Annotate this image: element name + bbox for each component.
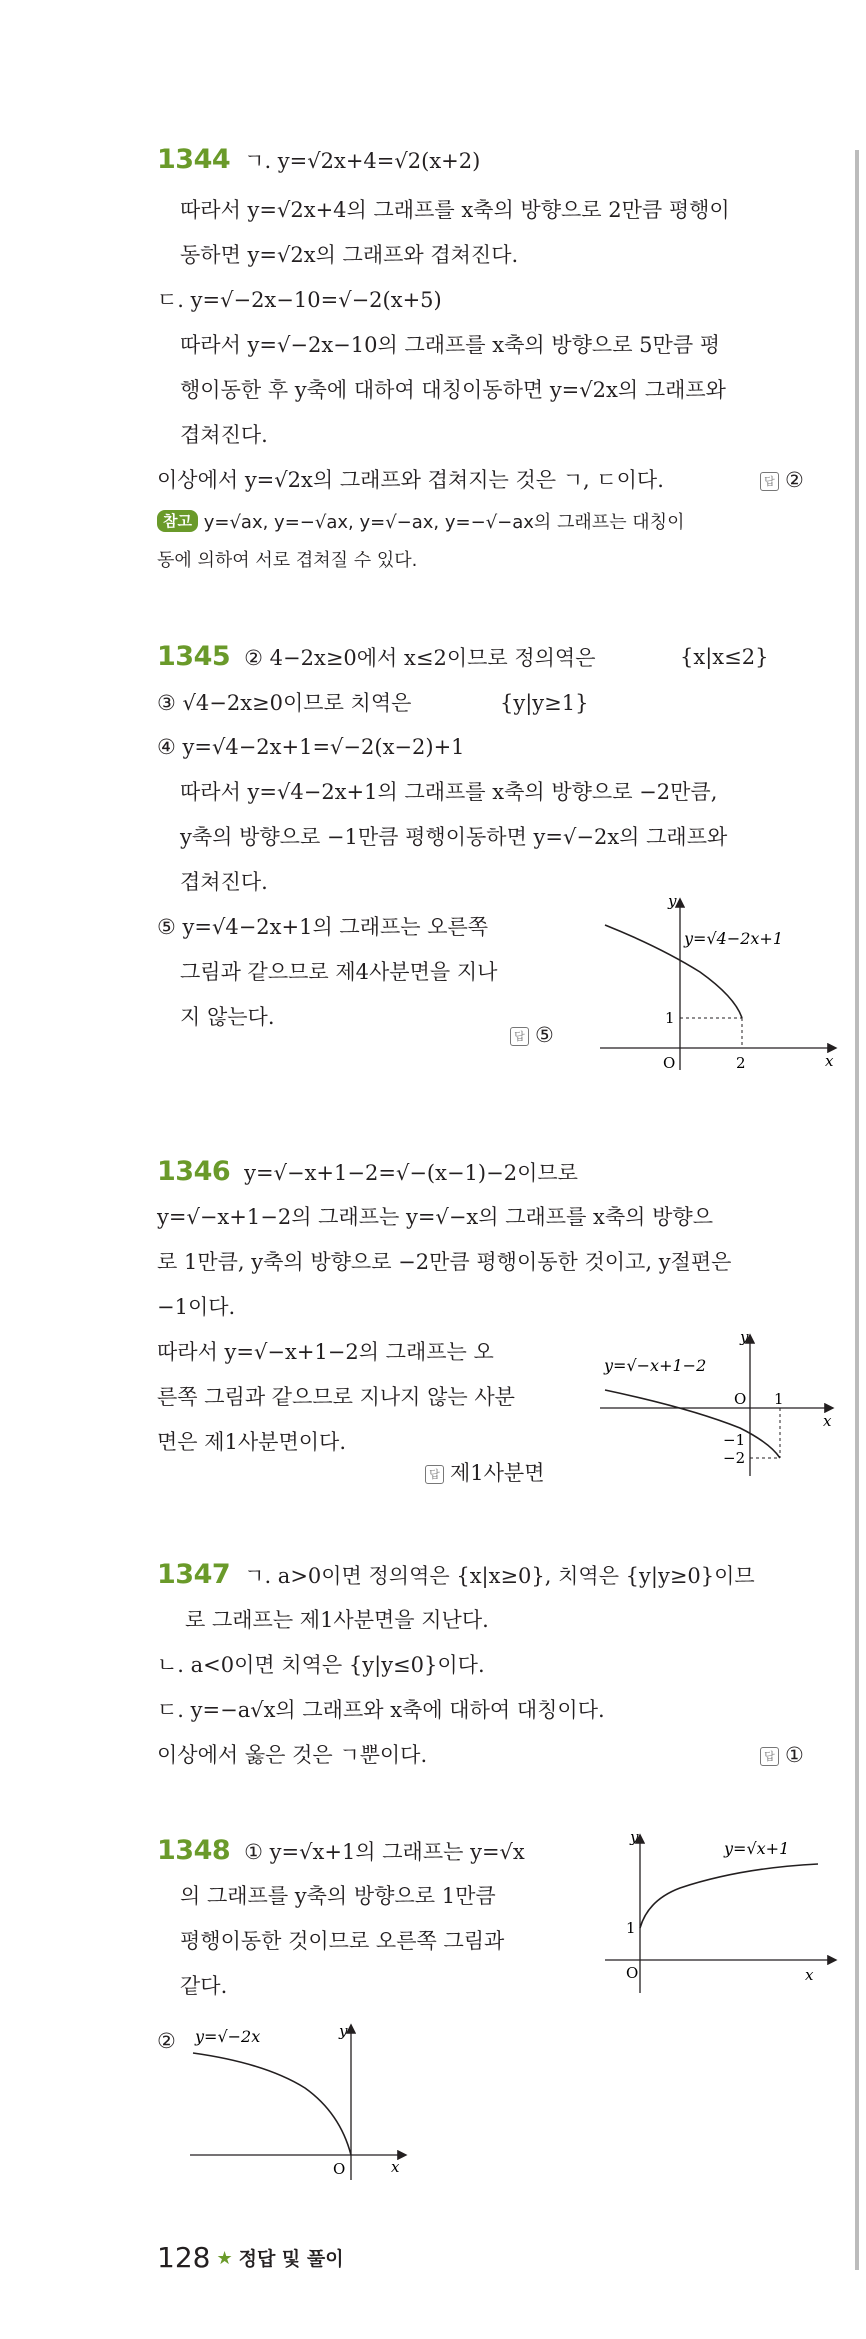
x-axis-label: x	[391, 2158, 400, 2176]
solution-line: 이상에서 y=√2x의 그래프와 겹쳐지는 것은 ㄱ, ㄷ이다.	[157, 468, 664, 492]
solution-line: 평행이동한 것이므로 오른쪽 그림과	[180, 1929, 505, 1953]
solution-line: 따라서 y=√−x+1−2의 그래프는 오	[157, 1340, 494, 1364]
solution-line: ㄷ. y=√−2x−10=√−2(x+5)	[157, 288, 442, 312]
solution-line: ③ √4−2x≥0이므로 치역은	[157, 691, 412, 715]
solution-line: 른쪽 그림과 같으므로 지나지 않는 사분	[157, 1385, 515, 1409]
problem-number: 1346	[157, 1156, 231, 1187]
solution-line: 로 그래프는 제1사분면을 지난다.	[185, 1608, 489, 1632]
problem-number: 1345	[157, 641, 231, 672]
tick-label: 1	[774, 1390, 784, 1408]
solution-line: 이상에서 옳은 것은 ㄱ뿐이다.	[157, 1743, 428, 1767]
solution-line: 같다.	[180, 1974, 228, 1998]
x-axis-label: x	[823, 1412, 832, 1430]
x-axis-label: x	[825, 1052, 834, 1070]
y-axis-label: y	[740, 1328, 749, 1346]
curve-label: y=√x+1	[724, 1839, 790, 1858]
curve-label: y=√4−2x+1	[684, 929, 784, 948]
solution-line: 겹쳐진다.	[180, 423, 268, 447]
solution-line: 따라서 y=√4−2x+1의 그래프를 x축의 방향으로 −2만큼,	[180, 780, 718, 804]
solution-line: 면은 제1사분면이다.	[157, 1430, 346, 1454]
solution-line: −1이다.	[157, 1295, 236, 1319]
answer-value: ②	[785, 468, 804, 492]
footer-label: 정답 및 풀이	[238, 2248, 344, 2270]
page-footer	[157, 2241, 344, 2274]
answer-value: 제1사분면	[450, 1461, 545, 1485]
answer-value: ①	[785, 1743, 804, 1767]
solution-line: 로 1만큼, y축의 방향으로 −2만큼 평행이동한 것이고, y절편은	[157, 1250, 732, 1274]
answer-mark	[760, 465, 804, 495]
curve-label: y=√−2x	[195, 2027, 261, 2046]
tip-badge: 참고	[157, 510, 198, 532]
page-number: 128	[157, 2241, 211, 2274]
solution-line: 동하면 y=√2x의 그래프와 겹쳐진다.	[180, 243, 519, 267]
tick-label: 1	[626, 1919, 636, 1937]
curve-label: y=√−x+1−2	[604, 1356, 707, 1375]
answer-mark	[510, 1020, 554, 1050]
solution-line: 행이동한 후 y축에 대하여 대칭이동하면 y=√2x의 그래프와	[180, 378, 726, 402]
solution-line: ⑤ y=√4−2x+1의 그래프는 오른쪽	[157, 915, 489, 939]
solution-line: y=√−x+1−2의 그래프는 y=√−x의 그래프를 x축의 방향으	[157, 1205, 713, 1229]
tick-label: −1	[723, 1431, 746, 1449]
solution-line: y축의 방향으로 −1만큼 평행이동하면 y=√−2x의 그래프와	[180, 825, 728, 849]
solution-line: y=√−x+1−2=√−(x−1)−2이므로	[244, 1161, 578, 1185]
tick-label: 2	[736, 1054, 746, 1072]
solution-line: ④ y=√4−2x+1=√−2(x−2)+1	[157, 735, 465, 759]
solution-line: ㄱ. y=√2x+4=√2(x+2)	[244, 149, 481, 173]
graph-1345	[600, 892, 840, 1077]
answer-mark	[425, 1458, 545, 1488]
solution-line: 따라서 y=√−2x−10의 그래프를 x축의 방향으로 5만큼 평	[180, 333, 721, 357]
graph-1348-1	[600, 1828, 840, 1998]
solution-line: {y|y≥1}	[500, 691, 589, 715]
solution-line: ②	[157, 2029, 176, 2053]
answer-icon: 답	[760, 1747, 779, 1766]
problem-number: 1344	[157, 144, 231, 175]
answer-icon: 답	[425, 1465, 444, 1484]
origin-label: O	[333, 2160, 346, 2178]
answer-value: ⑤	[535, 1023, 554, 1047]
tick-label: −2	[723, 1449, 746, 1467]
solution-line: 그림과 같으므로 제4사분면을 지나	[180, 960, 498, 984]
y-axis-label: y	[630, 1828, 639, 1846]
solution-line: 따라서 y=√2x+4의 그래프를 x축의 방향으로 2만큼 평행이	[180, 198, 730, 222]
solution-line: {x|x≤2}	[680, 645, 769, 669]
y-axis-label: y	[339, 2022, 348, 2040]
solution-line: ② 4−2x≥0에서 x≤2이므로 정의역은	[244, 646, 596, 670]
tick-label: 1	[665, 1009, 675, 1027]
solution-line: 지 않는다.	[180, 1005, 275, 1029]
answer-mark	[760, 1740, 804, 1770]
graph-1348-2	[185, 2018, 425, 2183]
answer-icon: 답	[510, 1027, 529, 1046]
answer-icon: 답	[760, 472, 779, 491]
problem-number: 1348	[157, 1835, 231, 1866]
solution-line: ㄴ. a<0이면 치역은 {y|y≤0}이다.	[157, 1653, 485, 1677]
right-margin-rule	[855, 150, 859, 2270]
graph-1346	[600, 1328, 840, 1478]
origin-label: O	[663, 1054, 676, 1072]
tip-text: 동에 의하여 서로 겹쳐질 수 있다.	[157, 550, 418, 571]
solution-line: 겹쳐진다.	[180, 870, 268, 894]
problem-number: 1347	[157, 1559, 231, 1590]
x-axis-label: x	[805, 1966, 814, 1984]
solution-line: ㄷ. y=−a√x의 그래프와 x축에 대하여 대칭이다.	[157, 1698, 605, 1722]
origin-label: O	[734, 1390, 747, 1408]
star-icon: ★	[216, 2248, 233, 2269]
y-axis-label: y	[668, 892, 677, 910]
origin-label: O	[626, 1964, 639, 1982]
tip-text: y=√ax, y=−√ax, y=√−ax, y=−√−ax의 그래프는 대칭이	[203, 512, 685, 533]
solution-line: ① y=√x+1의 그래프는 y=√x	[244, 1840, 525, 1864]
solution-line: 의 그래프를 y축의 방향으로 1만큼	[180, 1884, 496, 1908]
solution-line: ㄱ. a>0이면 정의역은 {x|x≥0}, 치역은 {y|y≥0}이므	[244, 1564, 755, 1588]
